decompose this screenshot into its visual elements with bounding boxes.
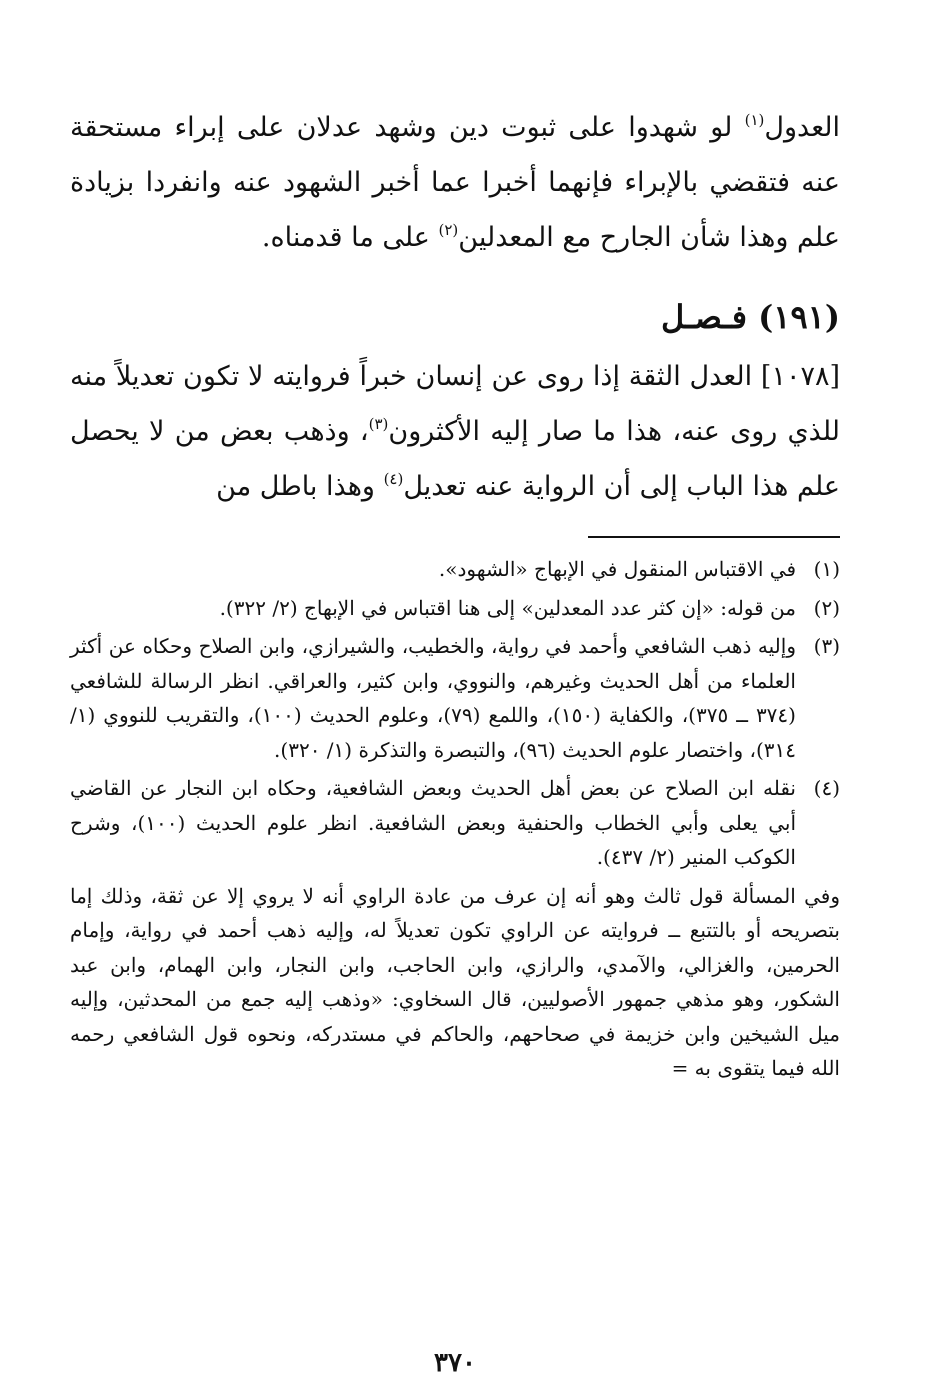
para1-part-c: على ما قدمناه.: [261, 222, 439, 253]
para2-part-c: وهذا باطل من: [216, 471, 384, 502]
footnotes: [70, 552, 840, 875]
footnote-ref-4[interactable]: (٤): [383, 470, 404, 488]
para2-part-a: [١٠٧٨] العدل الثقة إذا روى عن إنسان خبراً فروايته لا تكون تعديلاً منه للذي روى عنه، هذا ما صار إليه الأكثرون: [70, 361, 840, 447]
footnote-2: [70, 591, 840, 626]
para1-part-a: العدول: [764, 112, 840, 143]
footnote-3: [70, 629, 840, 767]
footnote-text: من قوله: «إن كثر عدد المعدلين» إلى هنا اقتباس في الإبهاج (٢/ ٣٢٢).: [219, 595, 796, 620]
paragraph-2: [70, 349, 840, 514]
footnote-ref-3[interactable]: (٣): [368, 415, 389, 433]
footnote-number: (١): [813, 557, 840, 581]
section-title: (١٩١) فـصـل: [660, 298, 840, 336]
footnote-number: (٢): [813, 595, 840, 620]
footnote-4: [70, 771, 840, 875]
para1-part-b: لو شهدوا على ثبوت دين وشهد عدلان على إبراء مستحقة عنه فتقضي بالإبراء فإنهما أخبرا عما أخبر الشهود عنه وانفردا بزيادة علم وهذا شأن الجارح مع المعدلين: [70, 112, 840, 253]
footnote-number: (٤): [813, 776, 840, 800]
para2-part-b: ، وذهب بعض من لا يحصل علم هذا الباب إلى أن الرواية عنه تعديل: [70, 416, 840, 502]
paragraph-1: [70, 100, 840, 265]
footnote-text: نقله ابن الصلاح عن بعض أهل الحديث وبعض الشافعية، وحكاه ابن النجار عن القاضي أبي يعلى وأبي الخطاب والحنفية وبعض الشافعية. انظر علوم الحديث (١٠٠)، وشرح الكوكب المنير (٢/ ٤٣٧).: [70, 776, 796, 869]
page-content: [70, 100, 840, 1378]
footnote-ref-1[interactable]: (١): [744, 111, 765, 129]
footnote-text: في الاقتباس المنقول في الإبهاج «الشهود».: [438, 557, 796, 581]
footnote-1: [70, 552, 840, 587]
footnote-number: (٣): [813, 634, 840, 658]
footnote-divider: [588, 536, 840, 538]
footnote-text: وإليه ذهب الشافعي وأحمد في رواية، والخطيب، والشيرازي، وابن الصلاح وحكاه عن أكثر العلماء من أهل الحديث وغيرهم، والنووي، وابن كثير، والعراقي. انظر الرسالة للشافعي (٣٧٤ ــ ٣٧٥)، والكفاية (١٥٠)، واللمع (٧٩)، وعلوم الحديث (١٠٠)، والتقريب للنووي (١/ ٣١٤)، واختصار علوم الحديث (٩٦)، والتبصرة والتذكرة (١/ ٣٢٠).: [70, 634, 796, 762]
main-text: [70, 100, 840, 514]
page-number: ٣٧٠: [434, 1348, 476, 1378]
footnote-continuation: وفي المسألة قول ثالث وهو أنه إن عرف من عادة الراوي أنه لا يروي إلا عن ثقة، وذلك إما بتصريحه أو بالتتبع ــ فروايته عن الراوي تكون تعديلاً له، وإليه ذهب أحمد في رواية، وإمام الحرمين، والغزالي، والآمدي، والرازي، وابن الحاجب، وابن النجار، وابن الهمام، وابن عبد الشكور، وهو مذهي جمهور الأصوليين، قال السخاوي: «وذهب إليه جمع من المحدثين، وإليه ميل الشيخين وابن خزيمة في صحاحهم، والحاكم في مستدركه، ونحوه قول الشافعي رحمه الله فيما يتقوى به =: [70, 883, 840, 1080]
footnote-ref-2[interactable]: (٢): [438, 221, 459, 239]
